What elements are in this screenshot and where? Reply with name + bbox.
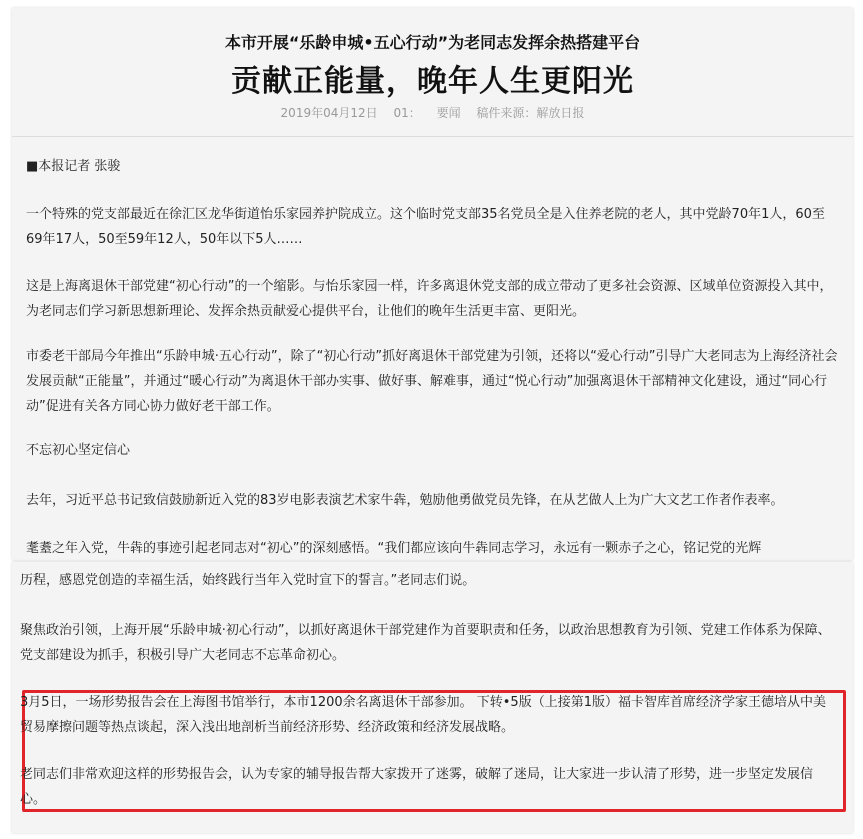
paragraph: 一个特殊的党支部最近在徐汇区龙华街道怡乐家园养护院成立。这个临时党支部35名党员全是入住养老院的老人，其中党龄70年1人，60至69年17人，50至59年12人，50年以下5人…… [26, 207, 825, 247]
highlighted-paragraph: 3月5日，一场形势报告会在上海图书馆举行，本市1200余名离退休干部参加。 下转•5版（上接第1版）福卡智库首席经济学家王德培从中美贸易摩擦问题等热点谈起，深入浅出地剖析当前经济形势、经济政策和经济发展战略。 [20, 695, 826, 735]
article-clip-bottom [12, 562, 853, 833]
article-clip-top [12, 8, 853, 560]
paragraph: 这是上海离退休干部党建“初心行动”的一个缩影。与怡乐家园一样，许多离退休党支部的成立带动了更多社会资源、区域单位资源投入其中，为老同志们学习新思想新理论、发挥余热贡献爱心提供平台，让他们的晚年生活更丰富、更阳光。 [26, 279, 833, 319]
article-date: 2019年04月12日 [280, 106, 378, 120]
article-header [12, 8, 853, 136]
paragraph: 去年，习近平总书记致信鼓励新近入党的83岁电影表演艺术家牛犇，勉励他勇做党员先锋，在从艺做人上为广大文艺工作者作表率。 [26, 493, 784, 508]
paragraph: 耄耋之年入党，牛犇的事迹引起老同志对“初心”的深刻感悟。“我们都应该向牛犇同志学习，永远有一颗赤子之心，铭记党的光辉 [26, 541, 762, 556]
article-byline: ■本报记者 张骏 [26, 159, 121, 174]
article-source: 稿件来源：解放日报 [476, 106, 585, 120]
header-divider [12, 136, 853, 137]
article-page: 01： [393, 106, 421, 120]
article-headline: 贡献正能量，晚年人生更阳光 [231, 64, 634, 99]
highlighted-paragraph: 老同志们非常欢迎这样的形势报告会，认为专家的辅导报告帮大家拨开了迷雾，破解了迷局，让大家进一步认清了形势，进一步坚定发展信心。 [20, 767, 814, 807]
paragraph: 市委老干部局今年推出“乐龄申城·五心行动”，除了“初心行动”抓好离退休干部党建为引领，还将以“爱心行动”引导广大老同志为上海经济社会发展贡献“正能量”，并通过“暖心行动”为离退休干部办实事、做好事、解难事，通过“悦心行动”加强离退休干部精神文化建设，通过“同心行动”促进有关各方同心协力做好老干部工作。 [26, 349, 838, 414]
article-kicker: 本市开展“乐龄申城•五心行动”为老同志发挥余热搭建平台 [224, 33, 641, 52]
section-subheading: 不忘初心坚定信心 [26, 443, 131, 458]
article-section: 要闻 [436, 106, 461, 120]
paragraph: 聚焦政治引领，上海开展“乐龄申城·初心行动”，以抓好离退休干部党建作为首要职责和任务，以政治思想教育为引领、党建工作体系为保障、党支部建设为抓手，积极引导广大老同志不忘革命初心。 [20, 623, 831, 663]
paragraph: 历程，感恩党创造的幸福生活，始终践行当年入党时宣下的誓言。”老同志们说。 [20, 573, 476, 588]
article-meta [12, 104, 853, 121]
